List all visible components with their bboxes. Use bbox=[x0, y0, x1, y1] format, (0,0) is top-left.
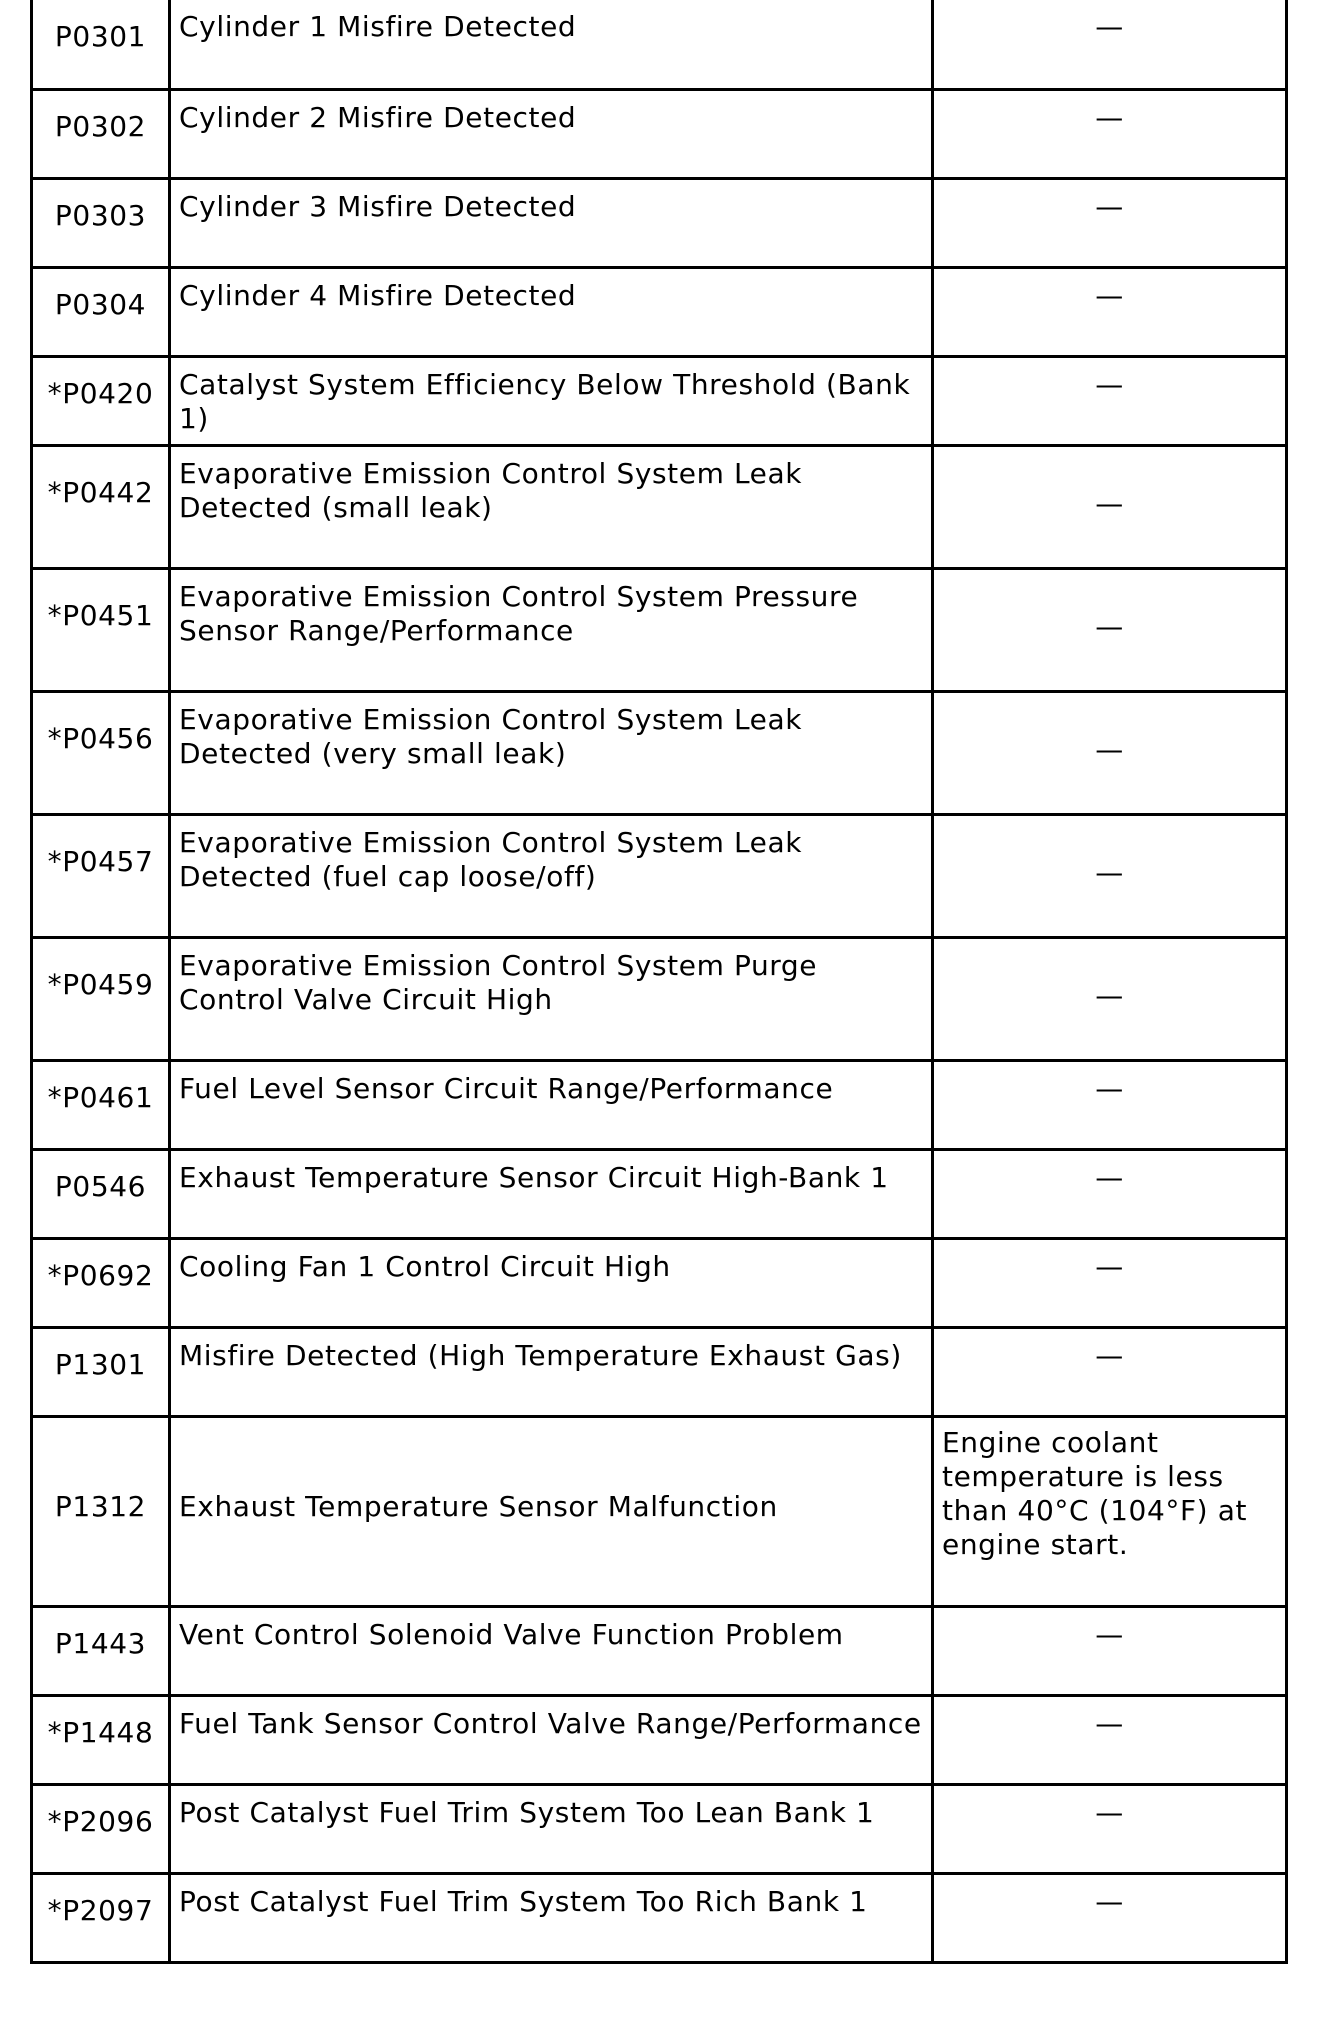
dtc-condition: — bbox=[933, 1695, 1287, 1784]
dtc-code: *P0459 bbox=[32, 937, 170, 1060]
dtc-code: *P2096 bbox=[32, 1784, 170, 1873]
dtc-condition: — bbox=[933, 1060, 1287, 1149]
dtc-description: Evaporative Emission Control System Leak Detected (very small leak) bbox=[170, 691, 933, 814]
table-row bbox=[32, 568, 1287, 691]
dtc-code: *P1448 bbox=[32, 1695, 170, 1784]
dtc-description: Cylinder 2 Misfire Detected bbox=[170, 89, 933, 178]
dtc-description: Exhaust Temperature Sensor Malfunction bbox=[170, 1416, 933, 1606]
dtc-condition: — bbox=[933, 89, 1287, 178]
dtc-code: P0301 bbox=[32, 0, 170, 89]
dtc-code: *P0692 bbox=[32, 1238, 170, 1327]
table-row bbox=[32, 1606, 1287, 1695]
dtc-description: Post Catalyst Fuel Trim System Too Lean Bank 1 bbox=[170, 1784, 933, 1873]
table-row bbox=[32, 1149, 1287, 1238]
dtc-condition: — bbox=[933, 568, 1287, 691]
dtc-description: Cylinder 1 Misfire Detected bbox=[170, 0, 933, 89]
dtc-description: Exhaust Temperature Sensor Circuit High-Bank 1 bbox=[170, 1149, 933, 1238]
dtc-code: *P0461 bbox=[32, 1060, 170, 1149]
dtc-description: Cooling Fan 1 Control Circuit High bbox=[170, 1238, 933, 1327]
dtc-description: Post Catalyst Fuel Trim System Too Rich Bank 1 bbox=[170, 1873, 933, 1962]
dtc-description: Evaporative Emission Control System Leak Detected (small leak) bbox=[170, 445, 933, 568]
dtc-code: P0303 bbox=[32, 178, 170, 267]
dtc-description: Vent Control Solenoid Valve Function Problem bbox=[170, 1606, 933, 1695]
table-row bbox=[32, 1784, 1287, 1873]
dtc-condition: — bbox=[933, 1606, 1287, 1695]
table-row bbox=[32, 267, 1287, 356]
dtc-condition: — bbox=[933, 356, 1287, 445]
dtc-condition: — bbox=[933, 814, 1287, 937]
dtc-code: *P2097 bbox=[32, 1873, 170, 1962]
table-row bbox=[32, 0, 1287, 89]
dtc-condition: — bbox=[933, 1238, 1287, 1327]
dtc-code: P1443 bbox=[32, 1606, 170, 1695]
dtc-description: Fuel Tank Sensor Control Valve Range/Performance bbox=[170, 1695, 933, 1784]
dtc-condition: — bbox=[933, 1149, 1287, 1238]
dtc-description: Evaporative Emission Control System Pressure Sensor Range/Performance bbox=[170, 568, 933, 691]
dtc-condition: — bbox=[933, 937, 1287, 1060]
dtc-description: Evaporative Emission Control System Leak Detected (fuel cap loose/off) bbox=[170, 814, 933, 937]
dtc-code: P0546 bbox=[32, 1149, 170, 1238]
dtc-description: Catalyst System Efficiency Below Threshold (Bank 1) bbox=[170, 356, 933, 445]
table-row bbox=[32, 1238, 1287, 1327]
dtc-condition: — bbox=[933, 0, 1287, 89]
dtc-code: *P0442 bbox=[32, 445, 170, 568]
dtc-code: *P0456 bbox=[32, 691, 170, 814]
table-row bbox=[32, 1695, 1287, 1784]
table-row bbox=[32, 937, 1287, 1060]
dtc-code: *P0451 bbox=[32, 568, 170, 691]
table-row bbox=[32, 1873, 1287, 1962]
table-row bbox=[32, 356, 1287, 445]
table-row bbox=[32, 445, 1287, 568]
dtc-condition: — bbox=[933, 1873, 1287, 1962]
table-row bbox=[32, 814, 1287, 937]
dtc-condition: — bbox=[933, 1327, 1287, 1416]
dtc-condition: — bbox=[933, 445, 1287, 568]
dtc-code: P0302 bbox=[32, 89, 170, 178]
dtc-condition: — bbox=[933, 1784, 1287, 1873]
table-row bbox=[32, 691, 1287, 814]
dtc-code: *P0420 bbox=[32, 356, 170, 445]
dtc-code: P1312 bbox=[32, 1416, 170, 1606]
dtc-description: Fuel Level Sensor Circuit Range/Performance bbox=[170, 1060, 933, 1149]
dtc-condition: — bbox=[933, 178, 1287, 267]
dtc-condition: — bbox=[933, 691, 1287, 814]
table-row bbox=[32, 178, 1287, 267]
dtc-table bbox=[30, 0, 1288, 1964]
table-row bbox=[32, 1327, 1287, 1416]
dtc-code: P0304 bbox=[32, 267, 170, 356]
table-row bbox=[32, 89, 1287, 178]
dtc-condition: — bbox=[933, 267, 1287, 356]
table-row bbox=[32, 1416, 1287, 1606]
dtc-description: Cylinder 4 Misfire Detected bbox=[170, 267, 933, 356]
dtc-description: Misfire Detected (High Temperature Exhaust Gas) bbox=[170, 1327, 933, 1416]
dtc-description: Cylinder 3 Misfire Detected bbox=[170, 178, 933, 267]
dtc-code: P1301 bbox=[32, 1327, 170, 1416]
table-row bbox=[32, 1060, 1287, 1149]
dtc-code: *P0457 bbox=[32, 814, 170, 937]
dtc-condition: Engine coolant temperature is less than 40°C (104°F) at engine start. bbox=[933, 1416, 1287, 1606]
dtc-description: Evaporative Emission Control System Purge Control Valve Circuit High bbox=[170, 937, 933, 1060]
